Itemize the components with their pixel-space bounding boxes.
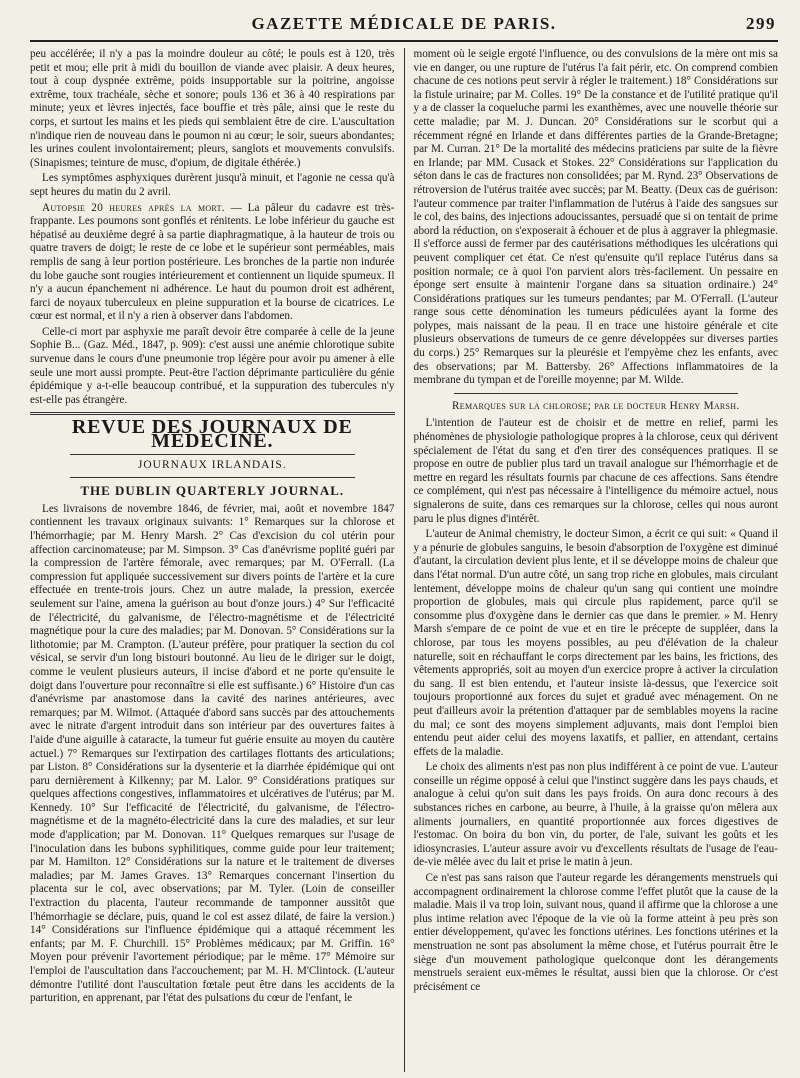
page-number: 299: [746, 14, 776, 33]
autopsy-lead: Autopsie 20 heures après la mort.: [42, 201, 225, 214]
paragraph: Les livraisons de novembre 1846, de février, mai, août et novembre 1847 contiennent les travaux originaux suivants: 1° Remarques sur la chlorose et l'hémorrhagie; par M. Henry Marsh. 2° Cas d'excision du col utérin pour affection carcinomateuse; par M. Simpson. 3° Cas d'anévrisme poplité guéri par la compression de l'artère fémorale, avec remarques; par M. O'Ferrall. (La compression fut appliquée successivement sur divers points de l'artère et la cure effectuée en trente-trois jours. Chez un autre malade, la pression, exercée seulement sur l'aine, amena la guérison au bout d'onze jours.) 4° Sur l'efficacité de l'électricité, du galvanisme, de l'électro-magnétisme et de l'électricité magnétique pour la cure des maladies; par M. Donovan. 5° Considérations sur la lithotomie; par M. Crampton. (L'auteur préfère, pour pratiquer la section du col vésical, se servir d'un long bistouri boutonné. Au lieu de le diriger sur le doigt, comme le veulent plusieurs auteurs, il incise d'abord et ne porte qu'ensuite le doigt dans l'ouverture pour reconnaître si elle est suffisante.) 6° Histoire d'un cas d'anévrisme par anastomose dans la cavité des narines antérieures, avec remarques; par M. Wilmot. (Attaquée d'abord sans succès par des attouchements avec le nitrate d'argent introduit dans son intérieur par des ouvertures faites à l'aide d'une aiguille à cataracte, la tumeur fut guérie ensuite au moyen du cautère actuel.) 7° Remarques sur l'extirpation des cartilages flottants des articulations; par Liston. 8° Considérations sur la dysenterie et la diarrhée épidémique qui ont paru dernièrement à Kilkenny; par M. Lalor. 9° Considérations pratiques sur quelques affections congestives, inflammatoires et ulcératives de l'utérus; par M. Kennedy. 10° Sur l'efficacité de l'électricité, du galvanisme, de l'électro-magnétisme et de la magnéto-électricité dans la cure des maladies, et sur leur mode d'application; par M. Donovan. 11° Quelques remarques sur l'usage de l'inoculation dans les bubons syphilitiques, comme guide pour leur traitement; par M. Hamilton. 12° Considérations sur la nature et le traitement de diverses maladies; par M. James Graves. 13° Remarques concernant l'insertion du placenta sur le col, avec observations; par M. Tyler. (Loin de conseiller l'extraction du placenta, l'auteur recommande de tamponner aussitôt que l'hémorrhagie se déclare, puis, quand le col est assez dilaté, de faire la version.) 14° Considérations sur l'influence épidémique qui a attaqué récemment les enfants; par M. F. Churchill. 15° Problèmes médicaux; par M. Griffin. 16° Moyen pour prévenir l'avortement périodique; par le même. 17° Mémoire sur l'emploi de l'auscultation dans l'accouchement; par M. H. M'Clintock. (L'auteur démontre l'utilité dont l'auscultation fœtale peut être dans les accidents de la parturition, en apprenant, par l'état des pulsations du cœur de l'enfant, le: [30, 502, 395, 1005]
paragraph: Ce n'est pas sans raison que l'auteur regarde les dérangements menstruels qui accompagnent ordinairement la chlorose comme l'effet plutôt que la cause de la maladie. Mais il va trop loin, suivant nous, quand il affirme que la chlorose a une plus intime relation avec l'époque de la vie où la forme atteint à peu près son entier développement, qu'avec les fonctions utérines. Les fonctions utérines et la menstruation ne sont pas absolument la même chose, et l'utérus pourrait être le siège d'un mouvement pathologique quelconque dont les dérangements menstruels seraient eux-mêmes le résultat, aussi bien que la chlorose. Or c'est précisément ce: [413, 872, 778, 993]
autopsy-text: — La pâleur du cadavre est très-frappante. Les poumons sont gonflés et rénitents. Le lobe inférieur du gauche est hépatisé au deuxième degré à sa partie diaphragmatique, à la hauteur de trois ou quatre travers de doigt; le reste de ce lobe et le supérieur sont perméables, mais remplis de sang à leur portion postérieure. Les bronches de la partie non indurée du lobe gauche sont rougies intérieurement et contiennent un liquide spumeux. Il n'y a aucun épanchement ni adhérence. Le haut du poumon droit est adhérent, farci de noyaux tuberculeux en pleine suppuration et la bourse de cicatrices. Le cœur est normal, et il n'y a rien à observer dans l'abdomen.: [30, 201, 395, 323]
right-column: [404, 48, 779, 1072]
paragraph: Le choix des aliments n'est pas non plus indifférent à ce point de vue. L'auteur conseille un régime opposé à celui que l'instinct suggère dans les pays chauds, et analogue à celui qu'on suit dans les pays froids. On aura donc recours à des substances riches en carbone, au beurre, à l'huile, à la graisse qu'on mêlera aux aliments journaliers, en quantité proportionnée aux forces digestives de l'estomac. On boira du bon vin, du porter, de l'ale, suivant les goûts et les idiosyncrasies. L'auteur assure avoir vu d'excellents résultats de l'usage de l'eau-de-vie mêlée avec du lait et prise le matin à jeun.: [413, 761, 778, 869]
divider: [70, 454, 355, 455]
section-title: REVUE DES JOURNAUX DE MÉDECINE.: [71, 416, 353, 453]
article-heading: Remarques sur la chlorose; par le docteur Henry Marsh.: [452, 399, 740, 412]
paragraph: Les symptômes asphyxiques durèrent jusqu'à minuit, et l'agonie ne cessa qu'à sept heures du matin du 2 avril.: [30, 172, 395, 198]
text-columns: [30, 48, 778, 1072]
journal-title: GAZETTE MÉDICALE DE PARIS.: [251, 14, 557, 33]
running-head: [30, 14, 778, 42]
subsection-title: JOURNAUX IRLANDAIS.: [137, 458, 287, 471]
paragraph: L'intention de l'auteur est de choisir et de mettre en relief, parmi les phénomènes de physiologie pathologique propres à la chlorose, ceux qui dérivent spécialement de l'état du sang et d'en tirer des conséquences pratiques. Il se propose en outre de publier plus tard un travail analogue sur l'hémorrhagie et de mettre en regard les résultats fournis par chacune de ces affections. Sans étendre ce complément, qui n'est pas nécessaire à l'intelligence du mémoire actuel, nous signalerons de suite, dans ces remarques sur la chlorose, celles qui nous auront paru le plus dignes d'intérêt.: [413, 417, 778, 525]
paragraph: peu accélérée; il n'y a pas la moindre douleur au côté; le pouls est à 120, très petit et mou; elle prit à midi du bouillon de viande avec plaisir. A deux heures, tout à coup dyspnée extrême, poids insupportable sur la poitrine, angoisse extrême, toux trachéale, sèche et sonore; pouls 136 et 36 à 40 respirations par minute; yeux et lèvres injectés, face bouffie et très pâle, ainsi que le reste du corps, et surtout les mains et les pieds qui semblaient être de cire. L'auscultation n'indique rien de nouveau dans le poumon ni au cœur; le soir, sueurs abondantes; les urines coulent involontairement; pleurs, sanglots et mouvements convulsifs. (Sinapismes; teinture de musc, d'opium, de digitale éthérée.): [30, 48, 395, 169]
paragraph: Celle-ci mort par asphyxie me paraît devoir être comparée à celle de la jeune Sophie B... (Gaz. Méd., 1847, p. 909): c'est aussi une anémie chlorotique subite survenue dans le cours d'une pneumonie trop légère pour avoir pu amener à elle seule une mort aussi prompte. Peut-être l'action déprimante particulière du génie épidémique y a-t-elle beaucoup contribué, et la suppuration des tubercules n'y est-elle pas étrangère.: [30, 325, 395, 406]
journal-name: THE DUBLIN QUARTERLY JOURNAL.: [80, 483, 345, 499]
section-divider: [30, 412, 395, 415]
divider: [70, 477, 355, 478]
divider: [454, 393, 739, 394]
paragraph: moment où le seigle ergoté l'influence, ou des convulsions de la mère ont mis sa vie en danger, ou une rupture de l'utérus l'a fait périr, etc. On comprend combien chacune de ces notions peut servir à régler le traitement.) 18° Considérations sur la fistule urinaire; par M. Colles. 19° De la constance et de l'utilité pratique qu'il y a de classer la coqueluche parmi les exanthèmes, avec une nouvelle théorie sur cette maladie; par M. J. Duncan. 20° Considérations sur le scorbut qui a récemment régné en Irlande et dans différentes parties de la Grande-Bretagne; par M. Curran. 21° De la mortalité des médecins praticiens par suite de la fièvre en Irlande; par MM. Cusack et Stokes. 22° Considérations sur l'application du séton dans le cas de fractures non consolidées; par M. Rynd. 23° Observations de rétroversion de l'utérus traitée avec succès; par M. Beatty. (Deux cas de guérison: l'auteur commence par traiter l'inflammation de l'utérus à l'aide des sangsues sur le col, des bains, des injections adoucissantes, persuadé que si on tentait de prime abord la réduction, on s'exposerait à échouer et de plus à aggraver la phlegmasie. Il s'efforce aussi de fermer par des cautérisations méthodiques les ulcérations qui peuvent compliquer cet état. Ce n'est qu'ensuite qu'il replace l'utérus dans sa position normale; ce à quoi l'on parvient alors très-facilement. Un pessaire en éponge sert ensuite à maintenir l'organe dans sa situation ordinaire.) 24° Considérations pratiques sur les tumeurs pendantes; par M. O'Ferrall. (L'auteur range sous cette dénomination les tumeurs pédiculées ayant la forme des polypes, mais naissant de la peau. Il en trace une histoire générale et cite plusieurs observations de tumeurs de ce genre développées sur diverses parties du corps.) 25° Remarques sur la pleurésie et l'empyème chez les enfants, avec des observations; par M. Battersby. 26° Affections inflammatoires de la membrane du tympan et de l'oreille moyenne; par M. Wilde.: [413, 48, 778, 387]
left-column: [30, 48, 404, 1072]
paragraph: [30, 202, 395, 324]
paragraph: L'auteur de Animal chemistry, le docteur Simon, a écrit ce qui suit: « Quand il y a pénurie de globules sanguins, le besoin d'absorption de l'oxygène est diminué d'autant, la circulation devient plus lente, et il se développe moins de chaleur que dans l'état normal. D'un autre côté, un sang trop riche en globules, mais circulant lentement, développe moins de chaleur qu'un sang qui contient une moindre proportion de globules, mais qui circule plus rapidement, parce qu'il se consomme plus d'oxygène dans le dernier cas que dans le premier. » M. Henry Marsh s'empare de ce point de vue et en tire le précepte de suppléer, dans la chlorose, par tous les moyens possibles, au peu d'élévation de la chaleur naturelle, soit en réchauffant le corps directement par les bains, les frictions, des vêtements appropriés, soit au moyen d'un exercice propre à activer la circulation du sang. Il est bien entendu, et l'auteur insiste là-dessus, que l'exercice soit toujours proportionné aux forces du sujet et gradué avec ménagement. On ne peut d'ailleurs avoir la prétention d'attaquer par de semblables moyens la racine du mal; ce sont des moyens simplement adjuvants, mais dont l'emploi bien entendu peut aider celui des moyens laxatifs, et pallier, en attendant, certains effets de la maladie.: [413, 528, 778, 758]
